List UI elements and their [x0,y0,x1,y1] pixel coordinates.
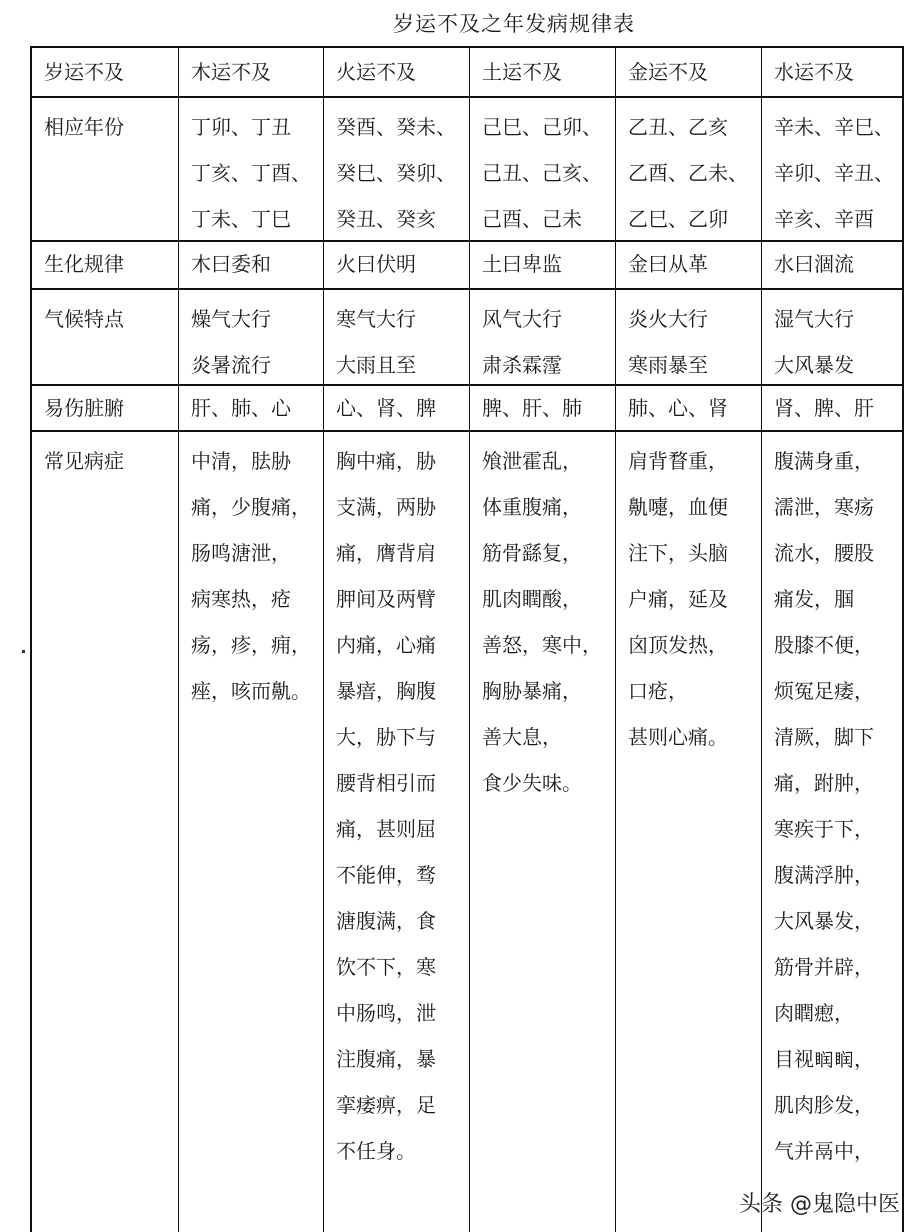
table-cell: 飧泄霍乱， 体重腹痛， 筋骨繇复， 肌肉瞤酸， 善怒，寒中， 胸胁暴痛， 善大息， 食少失味。 [470,432,616,1232]
table-cell: 湿气大行 大风暴发 [774,307,854,377]
table-row-diseases [32,432,902,1232]
table-cell: 风气大行 肃杀霖霪 [470,290,616,384]
table-cell: 土曰卑监 [470,242,616,288]
header-cell: 土运不及 [470,48,616,96]
table-cell: 肩背瞀重， 鼽嚏，血便 注下，头脑 户痛，延及 囟顶发热， 口疮， 甚则心痛。 [616,432,762,1232]
table-title: 岁运不及之年发病规律表 [393,12,635,36]
table-cell: 木曰委和 [179,242,324,288]
table-row-years [32,98,902,242]
table-cell: 寒气大行 大雨且至 [324,290,470,384]
row-label: 易伤脏腑 [32,386,179,430]
table-cell: 燥气大行 炎暑流行 [179,290,324,384]
table-cell: 乙丑、乙亥 乙酉、乙未、 乙巳、乙卯 [616,98,762,240]
scan-speck [22,650,25,653]
source-watermark: 头条 @鬼隐中医 [739,1192,900,1217]
row-label: 常见病症 [32,432,179,1232]
header-cell: 火运不及 [324,48,470,96]
row-label: 生化规律 [32,242,179,288]
table-row-law [32,242,902,290]
table-cell: 丁卯、丁丑 丁亥、丁酉、 丁未、丁巳 [179,98,324,240]
row-label: 气候特点 [32,290,179,384]
table-cell: 辛未、辛巳、 辛卯、辛丑、 辛亥、辛酉 [774,115,894,231]
table-cell: 肺、心、肾 [616,386,762,430]
table-cell: 金曰从革 [616,242,762,288]
table-cell: 炎火大行 寒雨暴至 [616,290,762,384]
table-cell: 己巳、己卯、 己丑、己亥、 己酉、己未 [470,98,616,240]
table-row-climate [32,290,902,386]
header-cell: 木运不及 [179,48,324,96]
header-cell: 水运不及 [774,60,854,84]
table-cell: 火曰伏明 [324,242,470,288]
disease-pattern-table [30,46,904,1232]
table-cell: 脾、肝、肺 [470,386,616,430]
table-row-organs [32,386,902,432]
table-cell: 肝、肺、心 [179,386,324,430]
header-cell: 岁运不及 [32,48,179,96]
header-cell: 金运不及 [616,48,762,96]
table-cell: 胸中痛，胁 支满，两胁 痛，膺背肩 胛间及两臂 内痛，心痛 暴瘖，胸腹 大，胁下与 腰背相引而 痛，甚则屈 不能伸，骛 溏腹满，食 饮不下，寒 中肠鸣，泄 注腹痛，暴 挛痿痹，足 不任身。 [324,432,470,1232]
table-cell: 中清，胠胁 痛，少腹痛， 肠鸣溏泄， 病寒热，疮 疡，疹，痈， 痤，咳而鼽。 [179,432,324,1232]
row-label: 相应年份 [32,98,179,240]
table-header-row [32,48,902,98]
table-cell: 心、肾、脾 [324,386,470,430]
table-cell: 水曰涸流 [774,252,854,276]
table-cell: 癸酉、癸未、 癸巳、癸卯、 癸丑、癸亥 [324,98,470,240]
table-cell: 腹满身重， 濡泄，寒疡 流水，腰股 痛发，腘 股膝不便， 烦冤足痿， 清厥，脚下 痛，跗肿， 寒疾于下， 腹满浮肿， 大风暴发， 筋骨并辟， 肉瞤瘛， 目视𥆧𥆧， 肌肉胗发， 气并鬲中， [774,449,874,1163]
table-cell: 肾、脾、肝 [774,396,874,420]
